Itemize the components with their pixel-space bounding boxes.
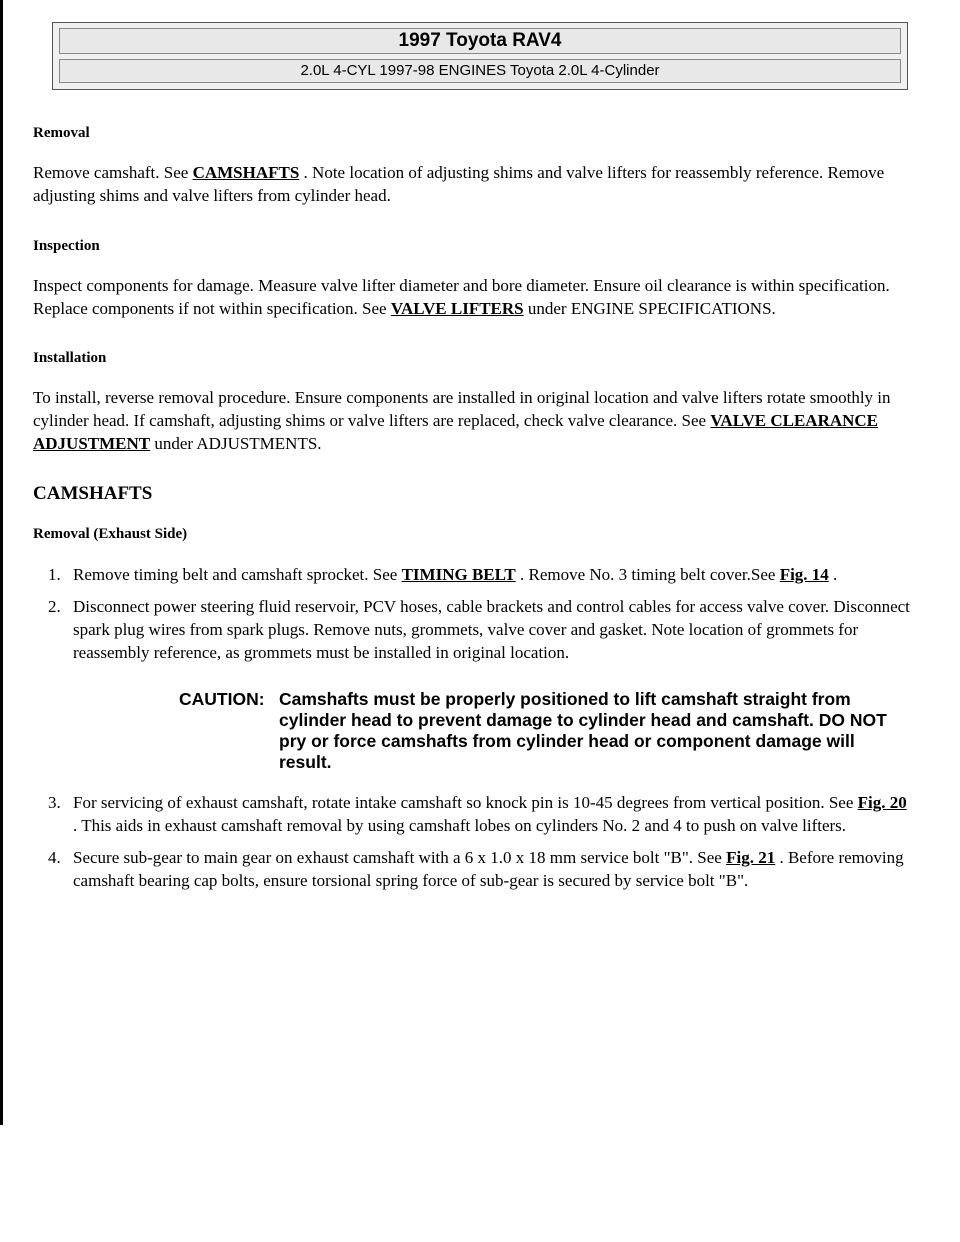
header-title: 1997 Toyota RAV4 — [59, 28, 901, 54]
camshafts-heading: CAMSHAFTS — [33, 483, 153, 504]
valve-clearance-adjustment-link[interactable]: VALVE CLEARANCE ADJUSTMENT — [33, 411, 879, 453]
step-2: 2. Disconnect power steering fluid reservoir, PCV hoses, cable brackets and control cables for access valve cover. Disconnect spark plug wires from spark plugs. Remove nuts, grommets, valve cover and gasket. Note location of grommets for reassembly reference, as grommets must be installed in original location. — [48, 597, 910, 662]
page-header — [52, 22, 908, 90]
document-body — [33, 125, 913, 892]
inspection-paragraph: Inspect components for damage. Measure valve lifter diameter and bore diameter. Ensure oil clearance is within specification. Replace components if not within specification. See VALVE LIFTERS under ENGINE SPECIFICATIONS. — [33, 276, 890, 318]
step-number: 1. — [48, 565, 61, 584]
camshafts-link[interactable]: CAMSHAFTS — [192, 163, 300, 182]
step-3: 3. For servicing of exhaust camshaft, rotate intake camshaft so knock pin is 10-45 degrees from vertical position. See Fig. 20 . This aids in exhaust camshaft removal by using camshaft lobes on cylinders No. 2 and 4 to push on valve lifters. — [48, 793, 907, 835]
step-number: 3. — [48, 793, 61, 812]
valve-lifters-link[interactable]: VALVE LIFTERS — [390, 299, 524, 318]
step-number: 2. — [48, 597, 61, 616]
caution-text: Camshafts must be properly positioned to lift camshaft straight from cylinder head to prevent damage to cylinder head and camshaft. DO NOT pry or force camshafts from cylinder head or component damage will result. — [279, 689, 887, 772]
timing-belt-link[interactable]: TIMING BELT — [401, 565, 516, 584]
removal-exhaust-heading: Removal (Exhaust Side) — [33, 526, 188, 542]
fig-14-link[interactable]: Fig. 14 — [779, 565, 829, 584]
installation-heading: Installation — [33, 350, 107, 366]
inspection-heading: Inspection — [33, 238, 100, 254]
installation-paragraph: To install, reverse removal procedure. Ensure components are installed in original location and valve lifters rotate smoothly in cylinder head. If camshaft, adjusting shims or valve lifters are replaced, check valve clearance. See VALVE CLEARANCE ADJUSTMENT under ADJUSTMENTS. — [33, 388, 891, 453]
caution-note — [179, 689, 913, 773]
step-1: 1. Remove timing belt and camshaft sprocket. See TIMING BELT . Remove No. 3 timing belt cover.See Fig. 14 . — [48, 565, 838, 584]
removal-heading: Removal — [33, 125, 90, 141]
caution-label: CAUTION: — [179, 689, 265, 709]
procedure-steps — [33, 563, 913, 664]
page-left-border — [0, 0, 3, 1125]
fig-20-link[interactable]: Fig. 20 — [857, 793, 907, 812]
fig-21-link[interactable]: Fig. 21 — [726, 848, 776, 867]
step-4: 4. Secure sub-gear to main gear on exhaust camshaft with a 6 x 1.0 x 18 mm service bolt "B". See Fig. 21 . Before removing camshaft bearing cap bolts, ensure torsional spring force of sub-gear is secured by service bolt "B". — [48, 848, 904, 890]
step-number: 4. — [48, 848, 61, 867]
header-subtitle: 2.0L 4-CYL 1997-98 ENGINES Toyota 2.0L 4-Cylinder — [59, 59, 901, 83]
procedure-steps-continued — [33, 791, 913, 892]
removal-paragraph: Remove camshaft. See CAMSHAFTS . Note location of adjusting shims and valve lifters for reassembly reference. Remove adjusting shims and valve lifters from cylinder head. — [33, 163, 885, 205]
